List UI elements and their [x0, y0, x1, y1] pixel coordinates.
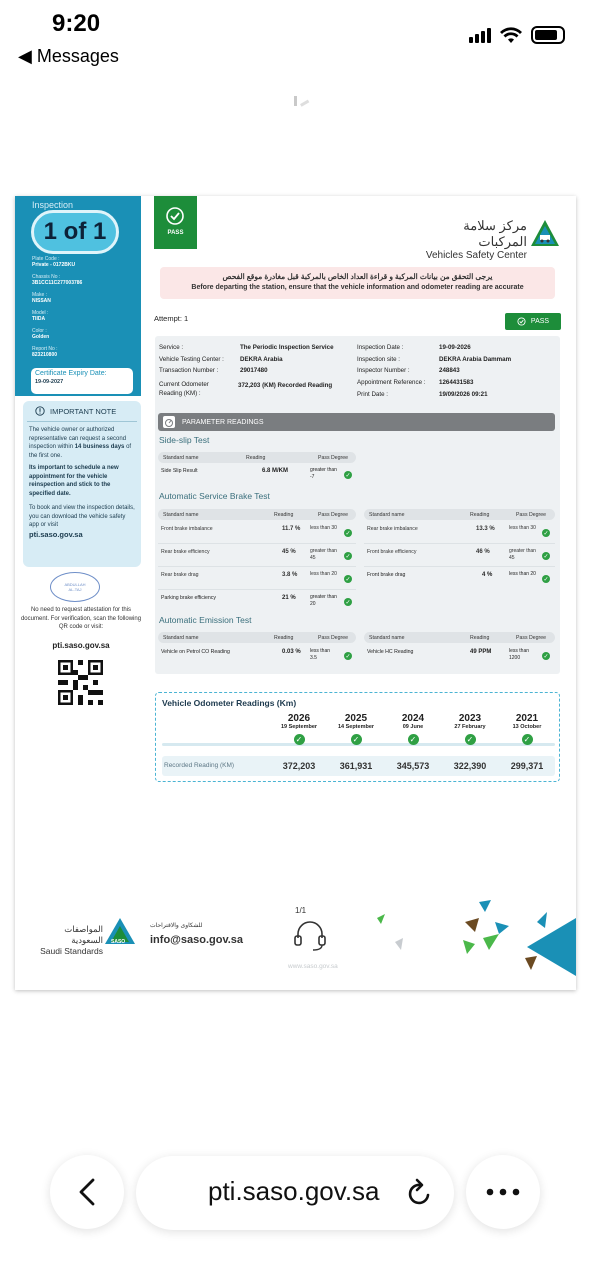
- check-icon: ✓: [465, 734, 476, 745]
- row-degree: less than 30: [509, 525, 536, 531]
- row-reading: 6.8 M/KM: [262, 468, 289, 474]
- check-circle-icon: [165, 206, 185, 226]
- page-number: 1/1: [295, 906, 307, 915]
- entry-date: 19 September: [280, 724, 318, 730]
- departure-warning-banner: [160, 267, 555, 299]
- color-label: Color :: [32, 328, 47, 334]
- brake-test-title: Automatic Service Brake Test: [159, 491, 270, 501]
- date-label: Inspection Date :: [357, 344, 404, 351]
- emission-right-table-header: [364, 632, 555, 643]
- appointment-label: Appointment Reference :: [357, 379, 426, 386]
- warning-english: Before departing the station, ensure that the vehicle information and odometer reading are accurate: [191, 284, 524, 291]
- chevron-left-icon: [76, 1177, 98, 1207]
- inspection-certificate-document: [15, 196, 576, 990]
- attempt-label: Attempt: 1: [154, 314, 189, 323]
- website-link[interactable]: www.saso.gov.sa: [288, 963, 338, 970]
- check-icon: ✓: [345, 553, 351, 560]
- reading-value: 372,203: [282, 761, 316, 771]
- row-degree: greater than 45: [310, 548, 337, 561]
- stamp-text-2: AL-TAJ: [68, 587, 82, 592]
- header-pass-degree: Pass Degree: [516, 634, 546, 641]
- table-row: [158, 568, 356, 590]
- service-value: The Periodic Inspection Service: [240, 344, 334, 351]
- header-standard-name: Standard name: [163, 634, 199, 641]
- table-row: [158, 591, 356, 613]
- info-icon: [35, 406, 45, 416]
- model-label: Model :: [32, 310, 49, 316]
- row-reading: 4 %: [482, 572, 493, 578]
- back-button[interactable]: [50, 1155, 124, 1229]
- report-label: Report No :: [32, 346, 58, 352]
- row-reading: 46 %: [476, 549, 490, 555]
- parameter-readings-header: [158, 413, 555, 431]
- check-icon: ✓: [543, 553, 549, 560]
- make-value: NISSAN: [32, 298, 51, 304]
- transaction-label: Transaction Number :: [159, 367, 219, 374]
- chassis-label: Chassis No :: [32, 274, 61, 280]
- entry-year: 2024: [401, 713, 425, 724]
- important-note-title: IMPORTANT NOTE: [50, 406, 117, 416]
- odometer-entry: [442, 713, 498, 745]
- saso-badge-text: SASO: [111, 939, 126, 945]
- check-icon: ✓: [543, 530, 549, 537]
- inspector-label: Inspector Number :: [357, 367, 410, 374]
- row-degree: less than 20: [310, 571, 337, 577]
- odometer-entry: [328, 713, 384, 745]
- more-options-button[interactable]: [466, 1155, 540, 1229]
- header-pass-degree: Pass Degree: [318, 634, 348, 641]
- check-icon: ✓: [408, 734, 419, 745]
- vsc-logo-icon: [531, 220, 559, 246]
- header-reading: Reading: [470, 634, 490, 641]
- header-reading: Reading: [470, 511, 490, 518]
- check-icon: ✓: [543, 576, 549, 583]
- site-label: Inspection site :: [357, 356, 400, 363]
- entry-year: 2026: [287, 713, 311, 724]
- odometer-label-1: Current Odometer: [159, 381, 209, 388]
- note-text-1-end: of the first one.: [29, 444, 132, 459]
- row-reading: 21 %: [282, 595, 296, 601]
- table-row: [364, 545, 555, 567]
- complaints-label: للشكاوى والاقتراحات: [150, 923, 203, 929]
- header-pass-degree: Pass Degree: [516, 511, 546, 518]
- odometer-value: 372,203 (KM) Recorded Reading: [238, 382, 333, 389]
- entry-date: 09 June: [402, 724, 424, 730]
- warning-arabic: يرجى التحقق من بيانات المركبة و قراءة العداد الخاص بالمركبة قبل مغادرة موقع الفحص: [222, 272, 493, 281]
- header-standard-name: Standard name: [369, 511, 405, 518]
- note-text-bold: 14 business days: [74, 444, 125, 450]
- check-circle-icon: [517, 317, 526, 326]
- row-degree: greater than 45: [509, 548, 536, 561]
- make-label: Make :: [32, 292, 48, 298]
- transaction-value: 29017480: [240, 367, 268, 374]
- emission-test-title: Automatic Emission Test: [159, 615, 252, 625]
- table-row: [158, 645, 356, 667]
- back-to-messages-link[interactable]: ◀ Messages: [18, 46, 119, 66]
- pass-tab: [154, 196, 197, 249]
- check-icon: ✓: [294, 734, 305, 745]
- row-name: Side Slip Result: [161, 468, 198, 474]
- row-name: Vehicle on Petrol CO Reading: [161, 649, 230, 655]
- chassis-value: 3B1CC11C277003786: [32, 280, 83, 286]
- verification-link[interactable]: pti.saso.gov.sa: [52, 641, 110, 650]
- saso-arabic-name: المواصفات السعودية: [64, 924, 103, 945]
- logo-arabic: مركز سلامة المركبات: [463, 218, 527, 249]
- row-reading: 45 %: [282, 549, 296, 555]
- certificate-expiry-box: [31, 368, 133, 394]
- row-degree: less than 3.5: [310, 648, 331, 661]
- brake-right-table-header: [364, 509, 555, 520]
- table-row: [158, 522, 356, 544]
- appointment-value: 1264431583: [439, 379, 474, 386]
- reading-value: 345,573: [396, 761, 430, 771]
- plate-code-label: Plate Code :: [32, 256, 60, 262]
- odometer-entry: [499, 713, 555, 745]
- official-stamp: [50, 572, 100, 602]
- table-row: [158, 545, 356, 567]
- side-slip-title: Side-slip Test: [159, 435, 210, 445]
- check-icon: ✓: [345, 472, 351, 479]
- note-text-1: The vehicle owner or authorized representative can request a second inspection within: [29, 427, 127, 450]
- loading-icon: [292, 96, 310, 110]
- row-name: Rear brake imbalance: [367, 526, 418, 532]
- header-standard-name: Standard name: [163, 454, 199, 461]
- entry-date: 14 September: [337, 724, 375, 730]
- header-pass-degree: Pass Degree: [318, 511, 348, 518]
- model-value: TIIDA: [32, 316, 46, 322]
- row-degree: greater than -7: [310, 467, 337, 480]
- pass-tab-label: PASS: [167, 230, 184, 236]
- row-degree: less than 20: [509, 571, 536, 577]
- odometer-history-title: Vehicle Odometer Readings (Km): [162, 698, 297, 708]
- report-value: 823210800: [32, 352, 58, 358]
- table-row: [364, 522, 555, 544]
- qr-code[interactable]: [58, 660, 103, 705]
- address-bar[interactable]: [136, 1156, 454, 1230]
- reading-value: 361,931: [339, 761, 373, 771]
- reading-value: 299,371: [510, 761, 544, 771]
- row-name: Parking brake efficiency: [161, 595, 216, 601]
- reading-value: 322,390: [453, 761, 487, 771]
- recorded-reading-row: [162, 756, 555, 776]
- vehicle-info-sidebar: [15, 196, 141, 396]
- row-reading: 11.7 %: [282, 526, 301, 532]
- row-name: Front brake drag: [367, 572, 406, 578]
- site-value: DEKRA Arabia Dammam: [439, 356, 512, 363]
- inspection-details-panel: [155, 336, 560, 674]
- entry-year: 2021: [515, 713, 539, 724]
- odometer-label-2: Reading (KM) :: [159, 390, 201, 397]
- check-icon: ✓: [345, 599, 351, 606]
- headset-support-icon: [291, 918, 329, 954]
- row-degree: greater than 20: [310, 594, 337, 607]
- check-icon: ✓: [543, 653, 549, 660]
- row-reading: 0.03 %: [282, 649, 301, 655]
- stamp-text-1: ABDULLAH: [64, 582, 86, 587]
- decorative-triangles: [375, 898, 576, 980]
- check-icon: ✓: [345, 530, 351, 537]
- reload-icon[interactable]: [406, 1178, 434, 1208]
- brake-left-table-header: [158, 509, 356, 520]
- center-value: DEKRA Arabia: [240, 356, 283, 363]
- contact-email[interactable]: info@saso.gov.sa: [150, 934, 244, 946]
- row-degree: less than 1200: [509, 648, 530, 661]
- recorded-reading-label: Recorded Reading (KM): [164, 762, 235, 769]
- odometer-history-box: [155, 692, 560, 782]
- odometer-entry: [271, 713, 327, 745]
- pass-badge-label: PASS: [530, 318, 550, 325]
- entry-date: 13 October: [512, 724, 542, 730]
- print-label: Print Date :: [357, 391, 388, 398]
- cert-expiry-value: 19-09-2027: [35, 379, 64, 385]
- header-reading: Reading: [246, 454, 266, 461]
- verification-text: No need to request attestation for this document. For verification, scan the following QR code or visit:: [20, 607, 142, 630]
- entry-year: 2025: [344, 713, 368, 724]
- row-reading: 49 PPM: [470, 649, 492, 655]
- service-label: Service :: [159, 344, 184, 351]
- parameter-readings-title: PARAMETER READINGS: [182, 418, 264, 426]
- gauge-icon: [162, 415, 176, 429]
- url-text[interactable]: pti.saso.gov.sa: [208, 1176, 380, 1206]
- header-reading: Reading: [274, 634, 294, 641]
- check-icon: ✓: [345, 576, 351, 583]
- table-row: [364, 645, 555, 667]
- note-link[interactable]: pti.saso.gov.sa: [29, 529, 83, 539]
- battery-icon: [531, 26, 565, 44]
- wifi-icon: [499, 26, 523, 44]
- saso-english-name: Saudi Standards: [40, 946, 103, 956]
- entry-year: 2023: [458, 713, 482, 724]
- row-name: Rear brake efficiency: [161, 549, 210, 555]
- row-name: Front brake imbalance: [161, 526, 213, 532]
- odometer-entry: [385, 713, 441, 745]
- date-value: 19-09-2026: [439, 344, 471, 351]
- check-icon: ✓: [351, 734, 362, 745]
- header-standard-name: Standard name: [163, 511, 199, 518]
- plate-code-value: Private - 0172BKU: [32, 262, 76, 268]
- note-text-2: Its important to schedule a new appointment for the vehicle reinspection and stick to the specified date.: [29, 465, 119, 497]
- check-icon: ✓: [522, 734, 533, 745]
- page-indicator: 1 of 1: [31, 210, 119, 254]
- status-time: 9:20: [52, 10, 101, 37]
- row-name: Rear brake drag: [161, 572, 199, 578]
- more-dots-icon: [486, 1188, 520, 1196]
- center-label: Vehicle Testing Center :: [159, 356, 224, 363]
- note-text-3: To book and view the inspection details, you can download the vehicle safety app or visit: [29, 505, 135, 528]
- logo-english: Vehicles Safety Center: [425, 250, 527, 261]
- inspector-value: 248843: [439, 367, 460, 374]
- side-slip-table-header: [158, 452, 356, 463]
- print-value: 19/09/2026 09:21: [439, 391, 488, 398]
- row-reading: 13.3 %: [476, 526, 495, 532]
- status-icons: [469, 26, 565, 44]
- header-standard-name: Standard name: [369, 634, 405, 641]
- row-reading: 3.8 %: [282, 572, 298, 578]
- side-slip-row: [158, 464, 356, 484]
- row-name: Vehicle HC Reading: [367, 649, 414, 655]
- check-icon: ✓: [345, 653, 351, 660]
- header-pass-degree: Pass Degree: [318, 454, 348, 461]
- row-name: Front brake efficiency: [367, 549, 417, 555]
- cellular-signal-icon: [469, 28, 491, 43]
- inspection-label: Inspection: [32, 200, 74, 210]
- color-value: Golden: [32, 334, 50, 340]
- pass-badge: [505, 313, 561, 330]
- header-reading: Reading: [274, 511, 294, 518]
- emission-left-table-header: [158, 632, 356, 643]
- entry-date: 27 February: [454, 724, 486, 730]
- important-note-box: [23, 401, 141, 567]
- row-degree: less than 30: [310, 525, 337, 531]
- cert-expiry-label: Certificate Expiry Date:: [35, 370, 107, 377]
- table-row: [364, 568, 555, 590]
